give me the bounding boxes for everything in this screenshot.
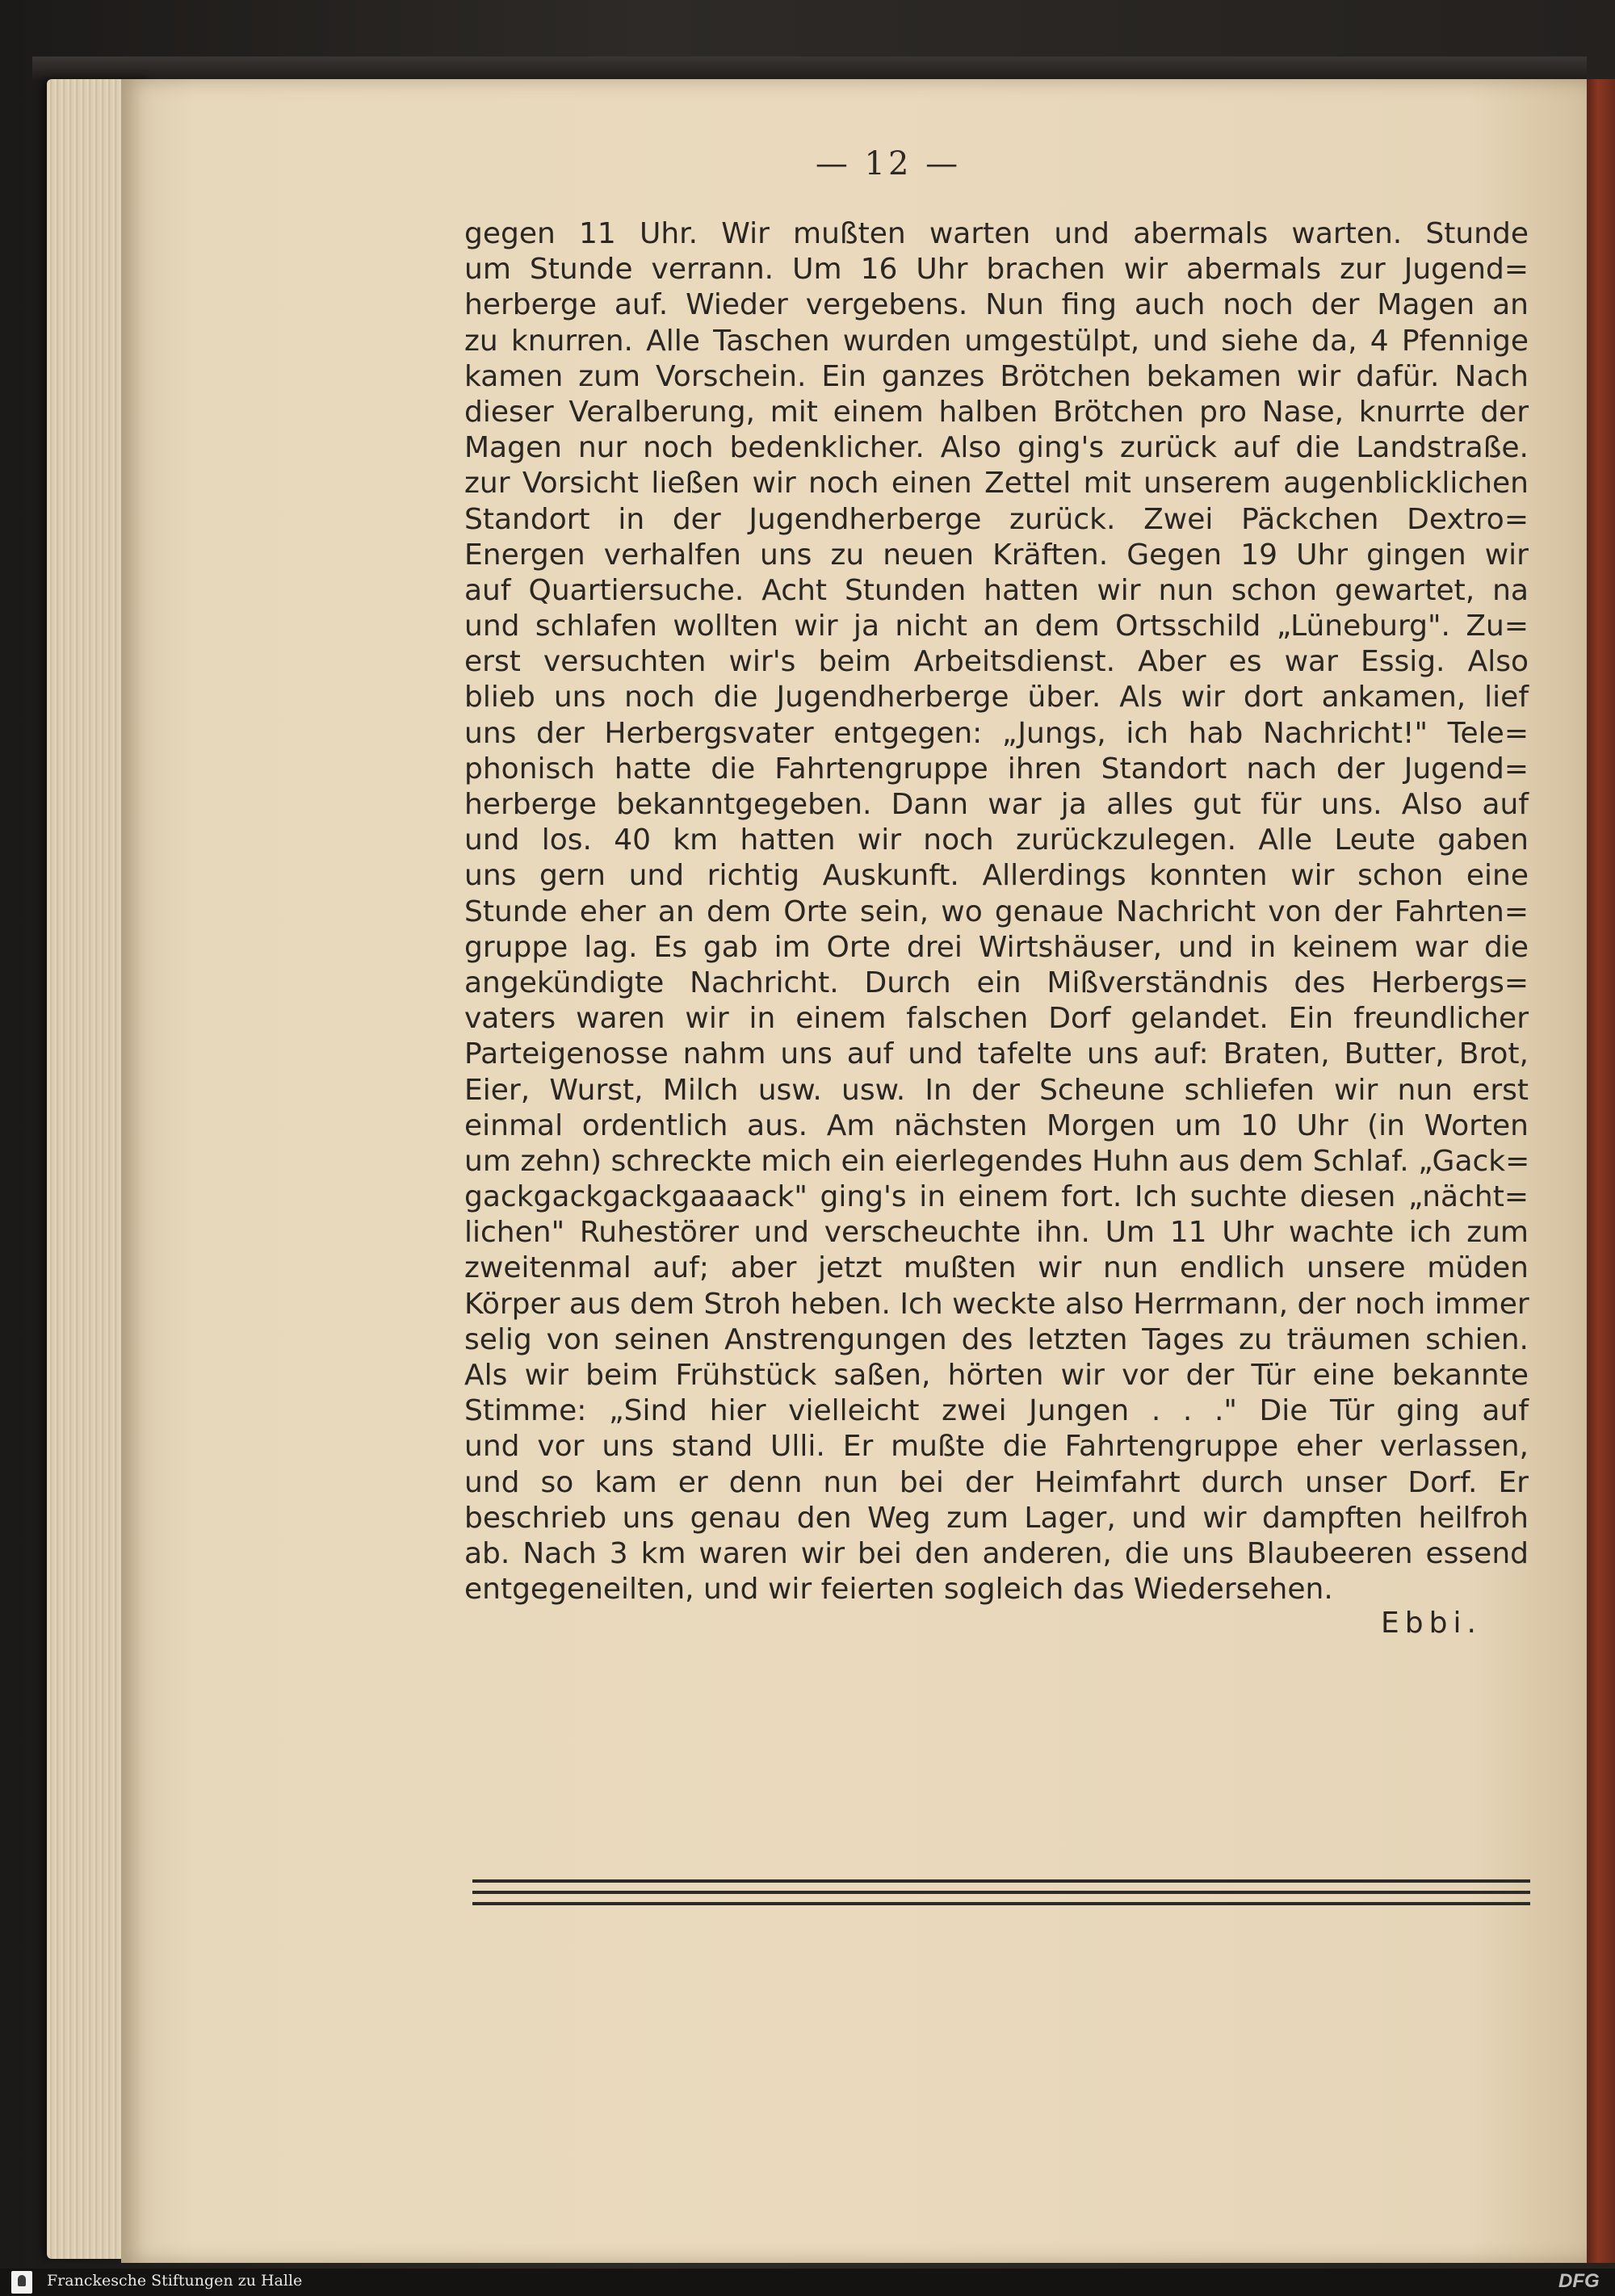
- body-text: [464, 216, 1529, 1607]
- text-line: zweitenmal auf; aber jetzt mußten wir nun endlich unsere müden: [464, 1251, 1529, 1285]
- text-line: Energen verhalfen uns zu neuen Kräften. Gegen 19 Uhr gingen wir: [464, 538, 1529, 572]
- dfg-watermark: DFG: [1558, 2270, 1600, 2292]
- text-line: erst versuchten wir's beim Arbeitsdienst. Aber es war Essig. Also: [464, 645, 1529, 679]
- text-line: Als wir beim Frühstück saßen, hörten wir vor der Tür eine bekannte: [464, 1359, 1529, 1392]
- text-line: Körper aus dem Stroh heben. Ich weckte also Herrmann, der noch immer: [464, 1287, 1529, 1321]
- text-line: entgegeneilten, und wir feierten sogleich das Wiedersehen.: [464, 1573, 1333, 1607]
- text-line: und vor uns stand Ulli. Er mußte die Fahrtengruppe eher verlassen,: [464, 1430, 1529, 1464]
- text-line: lichen" Ruhestörer und verscheuchte ihn. Um 11 Uhr wachte ich zum: [464, 1216, 1529, 1250]
- closing-rule-middle: [472, 1891, 1530, 1894]
- text-line: uns gern und richtig Auskunft. Allerdings konnten wir schon eine: [464, 859, 1529, 893]
- text-line: vaters waren wir in einem falschen Dorf gelandet. Ein freundlicher: [464, 1002, 1529, 1036]
- text-line: Stimme: „Sind hier vielleicht zwei Jungen . . ." Die Tür ging auf: [464, 1394, 1529, 1428]
- text-line: blieb uns noch die Jugendherberge über. Als wir dort ankamen, lief: [464, 681, 1529, 714]
- text-line: auf Quartiersuche. Acht Stunden hatten wir nun schon gewartet, na: [464, 573, 1529, 607]
- text-line: phonisch hatte die Fahrtengruppe ihren Standort nach der Jugend=: [464, 752, 1529, 786]
- author-signature: Ebbi.: [1381, 1607, 1482, 1640]
- text-line: zur Vorsicht ließen wir noch einen Zettel mit unserem augenblicklichen: [464, 467, 1529, 501]
- text-line: uns der Herbergsvater entgegen: „Jungs, ich hab Nachricht!" Tele=: [464, 716, 1529, 750]
- text-line: herberge bekanntgegeben. Dann war ja alles gut für uns. Also auf: [464, 788, 1529, 821]
- text-line: ab. Nach 3 km waren wir bei den anderen, die uns Blaubeeren essend: [464, 1536, 1529, 1570]
- closing-rule-bottom: [472, 1902, 1530, 1905]
- institution-name: Franckesche Stiftungen zu Halle: [47, 2272, 303, 2290]
- text-line: einmal ordentlich aus. Am nächsten Morgen um 10 Uhr (in Worten: [464, 1108, 1529, 1142]
- text-line: zu knurren. Alle Taschen wurden umgestülpt, und siehe da, 4 Pfennige: [464, 324, 1529, 358]
- text-line: Stunde eher an dem Orte sein, wo genaue Nachricht von der Fahrten=: [464, 895, 1529, 928]
- text-line: und so kam er denn nun bei der Heimfahrt durch unser Dorf. Er: [464, 1465, 1529, 1499]
- text-line: und schlafen wollten wir ja nicht an dem Ortsschild „Lüneburg". Zu=: [464, 610, 1529, 643]
- text-line: um Stunde verrann. Um 16 Uhr brachen wir abermals zur Jugend=: [464, 253, 1529, 287]
- text-line: kamen zum Vorschein. Ein ganzes Brötchen bekamen wir dafür. Nach: [464, 359, 1529, 393]
- text-line: gruppe lag. Es gab im Orte drei Wirtshäuser, und in keinem war die: [464, 930, 1529, 964]
- text-line: beschrieb uns genau den Weg zum Lager, und wir dampften heilfroh: [464, 1501, 1529, 1535]
- page-number: — 12 —: [815, 145, 962, 182]
- text-line: Standort in der Jugendherberge zurück. Zwei Päckchen Dextro=: [464, 502, 1529, 536]
- text-line: Magen nur noch bedenklicher. Also ging's zurück auf die Landstraße.: [464, 431, 1529, 465]
- book-spine: [1587, 79, 1615, 2263]
- text-line: Parteigenosse nahm uns auf und tafelte uns auf: Braten, Butter, Brot,: [464, 1037, 1529, 1071]
- text-line: angekündigte Nachricht. Durch ein Mißverständnis des Herbergs=: [464, 966, 1529, 999]
- text-line: und los. 40 km hatten wir noch zurückzulegen. Alle Leute gaben: [464, 823, 1529, 857]
- text-line: dieser Veralberung, mit einem halben Brötchen pro Nase, knurrte der: [464, 395, 1529, 429]
- text-line: selig von seinen Anstrengungen des letzten Tages zu träumen schien.: [464, 1322, 1529, 1356]
- text-line: herberge auf. Wieder vergebens. Nun fing auch noch der Magen an: [464, 288, 1529, 322]
- text-line: Eier, Wurst, Milch usw. usw. In der Scheune schliefen wir nun erst: [464, 1073, 1529, 1107]
- institution-logo-icon: [11, 2271, 32, 2294]
- text-line: um zehn) schreckte mich ein eierlegendes Huhn aus dem Schlaf. „Gack=: [464, 1144, 1530, 1178]
- text-line: gegen 11 Uhr. Wir mußten warten und abermals warten. Stunde: [464, 217, 1529, 250]
- closing-rule-top: [472, 1879, 1530, 1883]
- text-line: gackgackgackgaaaack" ging's in einem fort. Ich suchte diesen „nächt=: [464, 1180, 1529, 1214]
- cover-top-edge: [32, 57, 1587, 81]
